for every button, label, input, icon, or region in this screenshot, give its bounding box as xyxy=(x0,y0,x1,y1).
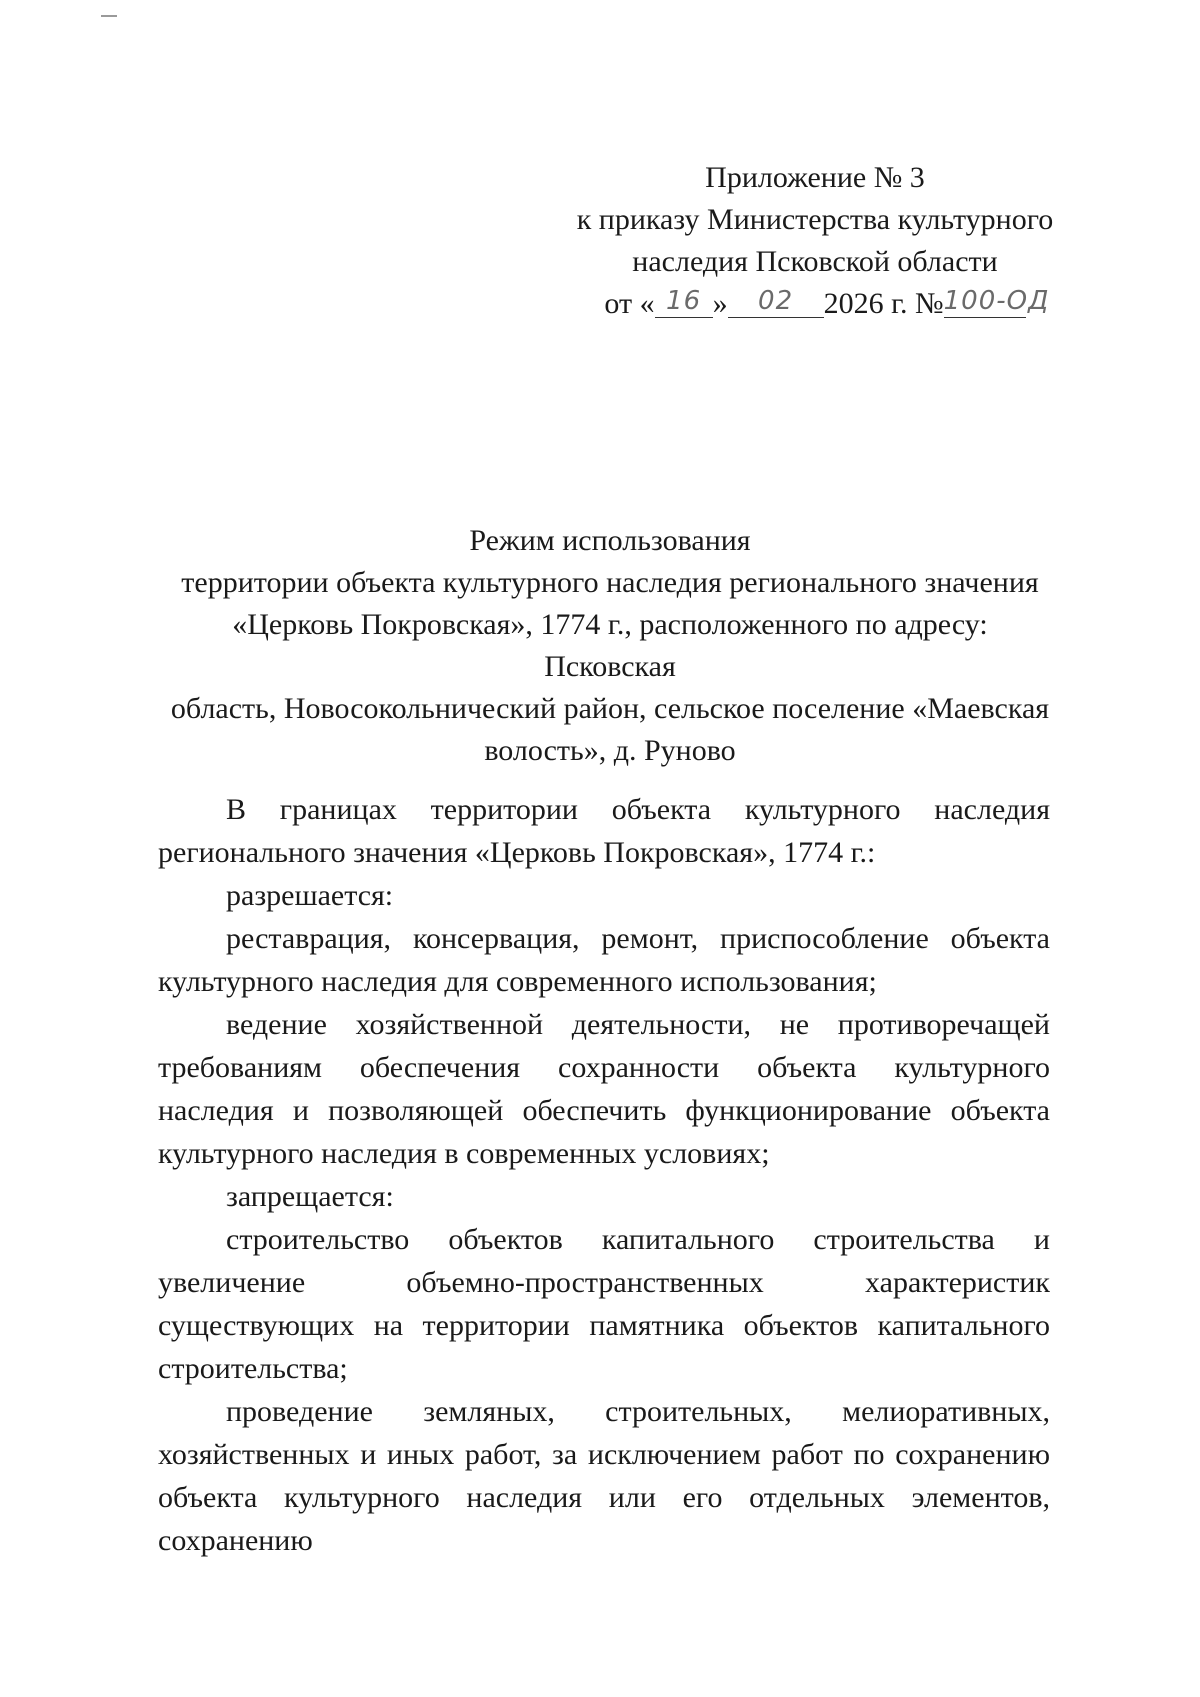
handwritten-month-text: 02 xyxy=(758,286,794,316)
title-line-4: область, Новосокольнический район, сельское поселение «Маевская xyxy=(170,692,1050,725)
title-line-5: волость», д. Руново xyxy=(484,734,736,767)
document-body xyxy=(158,788,1050,1562)
handwritten-number-text: 100-ОД xyxy=(943,286,1050,316)
appendix-header xyxy=(560,157,1070,325)
date-mid: » xyxy=(712,287,728,320)
ministry-name: наследия Псковской области xyxy=(632,245,998,278)
allowed-heading: разрешается: xyxy=(226,879,394,912)
handwritten-day-text: 16 xyxy=(666,286,702,316)
date-prefix: от « xyxy=(604,287,655,320)
handwritten-order-number xyxy=(943,283,1050,318)
intro-paragraph: В границах территории объекта культурного наследия регионального значения «Церковь Покровская», 1774 г.: xyxy=(158,793,1050,869)
document-title xyxy=(170,520,1050,772)
order-dateline xyxy=(560,283,1070,325)
title-line-1: Режим использования xyxy=(469,524,751,557)
handwritten-month xyxy=(728,283,824,318)
handwritten-day xyxy=(655,283,713,318)
appendix-number: Приложение № 3 xyxy=(705,161,925,194)
prohibited-item-construction: строительство объектов капитального строительства и увеличение объемно-пространственных характеристик существующих на территории памятника объектов капитального строительства; xyxy=(158,1223,1050,1385)
allowed-item-economic-activity: ведение хозяйственной деятельности, не противоречащей требованиям обеспечения сохранности объекта культурного наследия и позволяющей обеспечить функционирование объекта культурного наследия в современных условиях; xyxy=(158,1008,1050,1170)
title-line-3: «Церковь Покровская», 1774 г., расположенного по адресу: Псковская xyxy=(232,608,988,683)
date-year: 2026 г. № xyxy=(823,287,944,320)
prohibited-item-works: проведение земляных, строительных, мелиоративных, хозяйственных и иных работ, за исключением работ по сохранению объекта культурного наследия или его отдельных элементов, сохранению xyxy=(158,1395,1050,1557)
order-reference: к приказу Министерства культурного xyxy=(576,203,1054,236)
title-line-2: территории объекта культурного наследия регионального значения xyxy=(181,566,1039,599)
allowed-item-restoration: реставрация, консервация, ремонт, приспособление объекта культурного наследия для современного использования; xyxy=(158,922,1050,998)
scan-artifact xyxy=(101,15,117,17)
prohibited-heading: запрещается: xyxy=(226,1180,394,1213)
